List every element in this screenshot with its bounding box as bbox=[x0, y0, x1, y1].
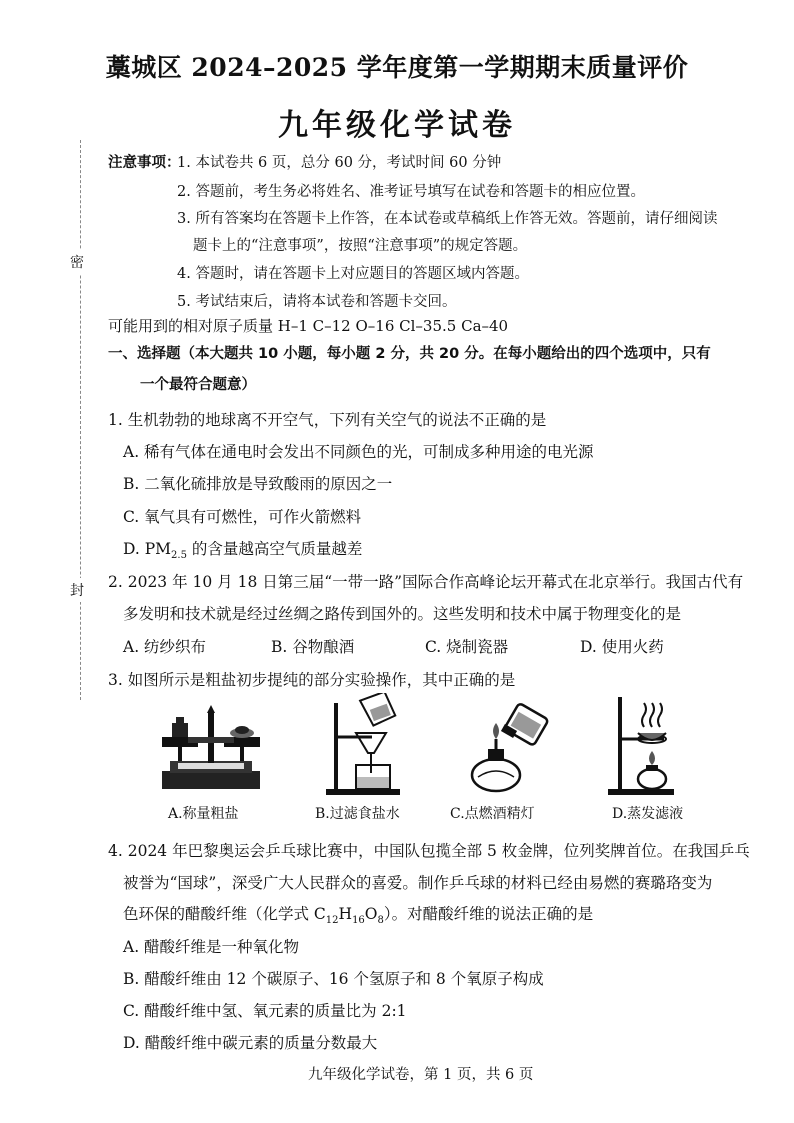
page-footer: 九年级化学试卷，第 1 页，共 6 页 bbox=[308, 1067, 534, 1083]
q3-stem: 3. 如图所示是粗盐初步提纯的部分实验操作，其中正确的是 bbox=[108, 671, 516, 689]
caption-d: D.蒸发滤液 bbox=[612, 806, 684, 822]
evaporation-icon bbox=[606, 693, 678, 797]
figure-alcohol-lamp bbox=[466, 693, 556, 797]
q4-option-b: B. 醋酸纤维由 12 个碳原子、16 个氢原子和 8 个氧原子构成 bbox=[123, 970, 544, 988]
notice-item-2: 2. 答题前，考生务必将姓名、准考证号填写在试卷和答题卡的相应位置。 bbox=[177, 184, 645, 200]
figure-balance bbox=[158, 693, 264, 797]
atomic-mass-line: 可能用到的相对原子质量 H–1 C–12 O–16 Cl–35.5 Ca–40 bbox=[108, 317, 509, 335]
q2-stem: 2. 2023 年 10 月 18 日第三届“一带一路”国际合作高峰论坛开幕式在北京举行。我国古代有 bbox=[108, 573, 744, 591]
exam-subtitle: 九年级化学试卷 bbox=[278, 108, 516, 143]
q2-option-c: C. 烧制瓷器 bbox=[425, 638, 509, 656]
caption-a: A.称量粗盐 bbox=[168, 806, 239, 822]
q2-option-d: D. 使用火药 bbox=[580, 638, 664, 656]
caption-b: B.过滤食盐水 bbox=[315, 806, 400, 822]
notice-item-1: 1. 本试卷共 6 页，总分 60 分，考试时间 60 分钟 bbox=[177, 155, 502, 171]
section-heading-cont: 一个最符合题意） bbox=[140, 377, 256, 393]
q1-stem: 1. 生机勃勃的地球离不开空气，下列有关空气的说法不正确的是 bbox=[108, 411, 547, 429]
q4-option-d: D. 醋酸纤维中碳元素的质量分数最大 bbox=[123, 1034, 378, 1052]
q1-option-a: A. 稀有气体在通电时会发出不同颜色的光，可制成多种用途的电光源 bbox=[123, 443, 594, 461]
q1-option-d: D. $PM_{2.5}$ 的含量越高空气质量越差 bbox=[123, 540, 363, 562]
caption-c: C.点燃酒精灯 bbox=[450, 806, 535, 822]
q1-option-c: C. 氧气具有可燃性，可作火箭燃料 bbox=[123, 508, 362, 526]
q1-option-b: B. 二氧化硫排放是导致酸雨的原因之一 bbox=[123, 475, 393, 493]
q2-option-a: A. 纺纱织布 bbox=[123, 638, 207, 656]
notice-item-5: 5. 考试结束后，请将本试卷和答题卡交回。 bbox=[177, 294, 457, 310]
q2-option-b: B. 谷物酿酒 bbox=[271, 638, 355, 656]
figure-filtration bbox=[320, 693, 406, 797]
exam-title: 藁城区 2024–2025 学年度第一学期期末质量评价 bbox=[105, 53, 689, 82]
margin-mark-close: 封 bbox=[70, 578, 84, 602]
filtration-icon bbox=[320, 693, 406, 797]
margin-mark-seal: 密 bbox=[70, 250, 84, 274]
binding-line bbox=[80, 140, 81, 700]
notice-item-4: 4. 答题时，请在答题卡上对应题目的答题区域内答题。 bbox=[177, 266, 529, 282]
figure-evaporation bbox=[606, 693, 678, 797]
notice-label: 注意事项： bbox=[108, 155, 181, 171]
q4-stem-cont: 被誉为“国球”，深受广大人民群众的喜爱。制作乒乓球的材料已经由易燃的赛璐珞变为 bbox=[123, 874, 713, 892]
notice-item-3: 3. 所有答案均在答题卡上作答，在本试卷或草稿纸上作答无效。答题前，请仔细阅读 bbox=[177, 211, 718, 227]
notice-item-3-cont: 题卡上的“注意事项”，按照“注意事项”的规定答题。 bbox=[193, 238, 528, 254]
q4-option-a: A. 醋酸纤维是一种氧化物 bbox=[123, 938, 300, 956]
q2-stem-cont: 多发明和技术就是经过丝绸之路传到国外的。这些发明和技术中属于物理变化的是 bbox=[123, 605, 682, 623]
alcohol-lamp-icon bbox=[466, 693, 556, 797]
q4-option-c: C. 醋酸纤维中氢、氧元素的质量比为 2:1 bbox=[123, 1002, 407, 1020]
section-heading: 一、选择题（本大题共 10 小题，每小题 2 分，共 20 分。在每小题给出的四个选项中，只有 bbox=[108, 346, 711, 362]
q4-stem: 4. 2024 年巴黎奥运会乒乓球比赛中，中国队包揽全部 5 枚金牌，位列奖牌首位。在我国乒乓 bbox=[108, 842, 750, 860]
balance-icon bbox=[158, 693, 264, 797]
q4-stem-formula: 色环保的醋酸纤维（化学式 $C_{12}H_{16}O_8$）。对醋酸纤维的说法正确的是 bbox=[123, 905, 594, 927]
